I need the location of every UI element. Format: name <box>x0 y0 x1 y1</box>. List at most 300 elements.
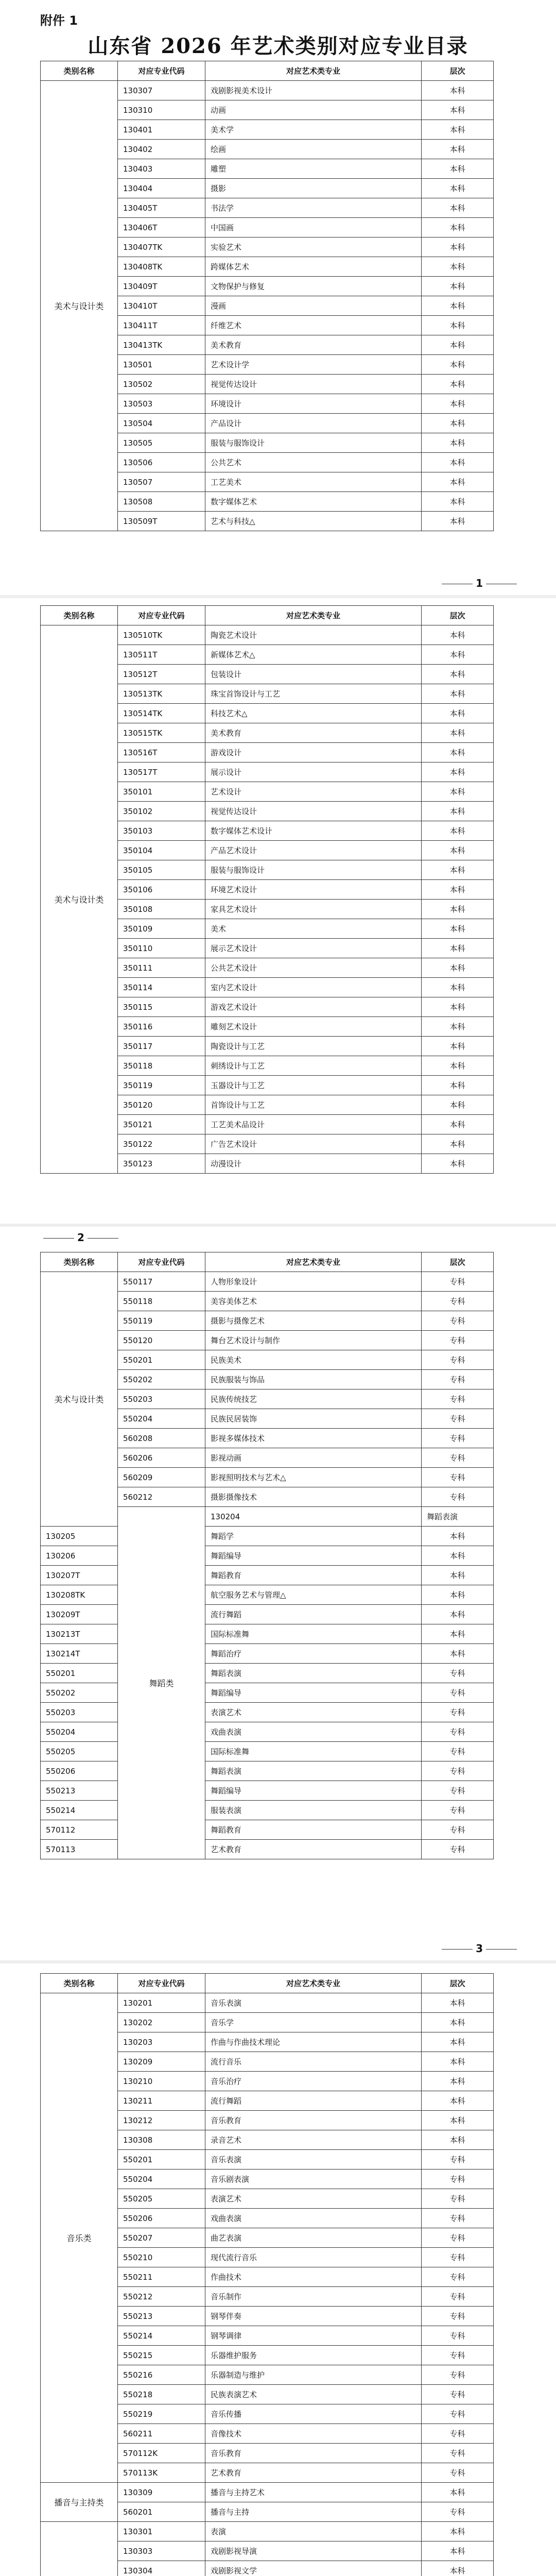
level-cell: 专科 <box>422 2502 494 2522</box>
level-cell: 本科 <box>422 433 494 453</box>
major-name-cell: 美术 <box>205 919 422 939</box>
major-name-cell: 戏剧影视导演 <box>205 2541 422 2561</box>
major-name-cell: 乐器维护服务 <box>205 2346 422 2365</box>
level-cell: 专科 <box>422 1370 494 1389</box>
level-cell: 本科 <box>422 1056 494 1076</box>
major-name-cell: 影视多媒体技术 <box>205 1429 422 1448</box>
major-code-cell: 550120 <box>118 1331 205 1350</box>
major-name-cell: 室内艺术设计 <box>205 978 422 997</box>
level-cell: 本科 <box>422 1037 494 1056</box>
level-cell: 专科 <box>422 1683 494 1703</box>
major-code-cell: 350114 <box>118 978 205 997</box>
level-cell: 本科 <box>422 1527 494 1546</box>
major-code-cell: 130508 <box>118 492 205 512</box>
major-code-cell: 350122 <box>118 1134 205 1154</box>
table-page-2 <box>40 1252 493 1859</box>
major-code-cell: 130413TK <box>118 335 205 355</box>
major-name-cell: 展示艺术设计 <box>205 939 422 958</box>
major-code-cell: 130209 <box>118 2052 205 2072</box>
major-code-cell: 130401 <box>118 120 205 140</box>
level-cell: 本科 <box>422 1605 494 1624</box>
major-name-cell: 现代流行音乐 <box>205 2248 422 2267</box>
level-cell: 本科 <box>422 81 494 100</box>
major-name-cell: 舞蹈表演 <box>205 1664 422 1683</box>
level-cell: 本科 <box>422 1095 494 1115</box>
level-cell: 本科 <box>422 860 494 880</box>
major-code-cell: 560208 <box>118 1429 205 1448</box>
level-cell: 本科 <box>422 743 494 762</box>
major-name-cell: 珠宝首饰设计与工艺 <box>205 684 422 704</box>
directory-table <box>40 605 494 1174</box>
category-cell: 美术与设计类 <box>41 1272 118 1527</box>
level-cell: 专科 <box>422 2267 494 2287</box>
table-row <box>41 1624 494 1644</box>
major-name-cell: 中国画 <box>205 218 422 238</box>
major-name-cell: 展示设计 <box>205 762 422 782</box>
level-cell: 本科 <box>422 978 494 997</box>
major-code-cell: 130504 <box>118 414 205 433</box>
major-name-cell: 音乐教育 <box>205 2111 422 2130</box>
column-header-category: 类别名称 <box>41 1252 118 1272</box>
level-cell: 本科 <box>422 120 494 140</box>
major-code-cell: 560211 <box>118 2424 205 2444</box>
major-name-cell: 录音艺术 <box>205 2130 422 2150</box>
major-name-cell: 钢琴伴奏 <box>205 2307 422 2326</box>
major-name-cell: 纤维艺术 <box>205 316 422 335</box>
major-code-cell: 350108 <box>118 900 205 919</box>
column-header-code: 对应专业代码 <box>118 1252 205 1272</box>
level-cell: 专科 <box>422 2189 494 2209</box>
level-cell: 本科 <box>422 159 494 179</box>
level-cell: 本科 <box>422 198 494 218</box>
major-name-cell: 民族表演艺术 <box>205 2385 422 2404</box>
level-cell: 本科 <box>422 2091 494 2111</box>
level-cell: 本科 <box>422 1993 494 2013</box>
major-name-cell: 舞蹈编导 <box>205 1546 422 1566</box>
major-name-cell: 陶瓷艺术设计 <box>205 625 422 645</box>
table-page-3 <box>40 1973 493 2576</box>
level-cell: 本科 <box>422 2130 494 2150</box>
major-code-cell: 550203 <box>41 1703 118 1722</box>
level-cell: 本科 <box>422 645 494 665</box>
level-cell: 本科 <box>422 1644 494 1664</box>
table-header-row <box>41 1974 494 1993</box>
major-code-cell: 130211 <box>118 2091 205 2111</box>
major-code-cell: 130513TK <box>118 684 205 704</box>
table-row <box>41 1761 494 1781</box>
major-name-cell: 科技艺术△ <box>205 704 422 723</box>
page-number: 3 <box>439 1942 520 1955</box>
major-code-cell: 130408TK <box>118 257 205 277</box>
major-code-cell: 130511T <box>118 645 205 665</box>
major-code-cell: 550201 <box>118 1350 205 1370</box>
level-cell: 专科 <box>422 1409 494 1429</box>
major-code-cell: 350116 <box>118 1017 205 1037</box>
major-code-cell: 130409T <box>118 277 205 296</box>
level-cell: 本科 <box>422 1546 494 1566</box>
level-cell: 专科 <box>422 1389 494 1409</box>
level-cell: 专科 <box>422 2307 494 2326</box>
column-header-level: 层次 <box>422 606 494 625</box>
major-code-cell: 350119 <box>118 1076 205 1095</box>
table-row <box>41 2483 494 2502</box>
table-page-1 <box>40 61 493 531</box>
level-cell: 本科 <box>422 492 494 512</box>
level-cell: 专科 <box>422 1487 494 1507</box>
level-cell: 专科 <box>422 2346 494 2365</box>
table-row <box>41 1801 494 1820</box>
major-code-cell: 350103 <box>118 821 205 841</box>
major-name-cell: 影视照明技术与艺术△ <box>205 1468 422 1487</box>
major-name-cell: 音像技术 <box>205 2424 422 2444</box>
level-cell: 专科 <box>422 1840 494 1859</box>
major-name-cell: 漫画 <box>205 296 422 316</box>
major-code-cell: 130309 <box>118 2483 205 2502</box>
major-code-cell: 130212 <box>118 2111 205 2130</box>
major-name-cell: 新媒体艺术△ <box>205 645 422 665</box>
major-code-cell: 550201 <box>41 1664 118 1683</box>
level-cell: 本科 <box>422 414 494 433</box>
major-code-cell: 550204 <box>41 1722 118 1742</box>
major-code-cell: 350105 <box>118 860 205 880</box>
directory-table <box>40 1252 494 1859</box>
category-cell: 播音与主持类 <box>41 2483 118 2522</box>
major-code-cell: 550206 <box>118 2209 205 2228</box>
major-code-cell: 570113K <box>118 2463 205 2483</box>
major-name-cell: 音乐制作 <box>205 2287 422 2307</box>
major-code-cell: 550207 <box>118 2228 205 2248</box>
level-cell: 本科 <box>422 1134 494 1154</box>
level-cell: 专科 <box>422 1722 494 1742</box>
level-cell: 本科 <box>422 257 494 277</box>
major-code-cell: 550213 <box>41 1781 118 1801</box>
major-name-cell: 书法学 <box>205 198 422 218</box>
level-cell: 专科 <box>422 1350 494 1370</box>
major-code-cell: 550119 <box>118 1311 205 1331</box>
major-name-cell: 航空服务艺术与管理△ <box>205 1585 422 1605</box>
major-code-cell: 350109 <box>118 919 205 939</box>
major-name-cell: 动画 <box>205 100 422 120</box>
major-code-cell: 550204 <box>118 2170 205 2189</box>
major-name-cell: 美术教育 <box>205 723 422 743</box>
major-name-cell: 舞蹈表演 <box>422 1507 494 1527</box>
level-cell: 本科 <box>422 665 494 684</box>
column-header-level: 层次 <box>422 1252 494 1272</box>
major-name-cell: 陶瓷设计与工艺 <box>205 1037 422 1056</box>
major-code-cell: 130516T <box>118 743 205 762</box>
table-row <box>41 1585 494 1605</box>
major-code-cell: 350104 <box>118 841 205 860</box>
level-cell: 本科 <box>422 335 494 355</box>
major-name-cell: 作曲与作曲技术理论 <box>205 2032 422 2052</box>
major-code-cell: 550205 <box>118 2189 205 2209</box>
level-cell: 本科 <box>422 1115 494 1134</box>
table-row <box>41 1683 494 1703</box>
level-cell: 本科 <box>422 997 494 1017</box>
major-code-cell: 130204 <box>205 1507 422 1527</box>
major-name-cell: 流行舞蹈 <box>205 1605 422 1624</box>
level-cell: 本科 <box>422 2522 494 2541</box>
major-name-cell: 雕塑 <box>205 159 422 179</box>
table-row <box>41 1527 494 1546</box>
major-name-cell: 艺术教育 <box>205 1840 422 1859</box>
major-code-cell: 130206 <box>41 1546 118 1566</box>
major-code-cell: 130214T <box>41 1644 118 1664</box>
major-name-cell: 游戏艺术设计 <box>205 997 422 1017</box>
major-name-cell: 表演 <box>205 2522 422 2541</box>
major-code-cell: 350115 <box>118 997 205 1017</box>
table-row <box>41 1820 494 1840</box>
level-cell: 专科 <box>422 2326 494 2346</box>
major-name-cell: 公共艺术设计 <box>205 958 422 978</box>
column-header-major: 对应艺术类专业 <box>205 61 422 81</box>
major-code-cell: 130207T <box>41 1566 118 1585</box>
major-name-cell: 戏剧影视美术设计 <box>205 81 422 100</box>
column-header-level: 层次 <box>422 61 494 81</box>
major-name-cell: 艺术设计 <box>205 782 422 802</box>
major-name-cell: 产品设计 <box>205 414 422 433</box>
table-header-row <box>41 606 494 625</box>
major-name-cell: 游戏设计 <box>205 743 422 762</box>
major-name-cell: 播音与主持艺术 <box>205 2483 422 2502</box>
level-cell: 本科 <box>422 218 494 238</box>
major-name-cell: 广告艺术设计 <box>205 1134 422 1154</box>
level-cell: 本科 <box>422 762 494 782</box>
column-header-category: 类别名称 <box>41 1974 118 1993</box>
major-code-cell: 130307 <box>118 81 205 100</box>
level-cell: 专科 <box>422 1820 494 1840</box>
major-code-cell: 130210 <box>118 2072 205 2091</box>
major-code-cell: 570113 <box>41 1840 118 1859</box>
major-name-cell: 作曲技术 <box>205 2267 422 2287</box>
level-cell: 本科 <box>422 1017 494 1037</box>
major-name-cell: 舞蹈编导 <box>205 1781 422 1801</box>
major-name-cell: 文物保护与修复 <box>205 277 422 296</box>
major-name-cell: 工艺美术品设计 <box>205 1115 422 1134</box>
major-name-cell: 音乐教育 <box>205 2444 422 2463</box>
major-name-cell: 音乐剧表演 <box>205 2170 422 2189</box>
major-code-cell: 130507 <box>118 472 205 492</box>
major-code-cell: 130501 <box>118 355 205 375</box>
column-header-major: 对应艺术类专业 <box>205 606 422 625</box>
major-code-cell: 560201 <box>118 2502 205 2522</box>
major-name-cell: 家具艺术设计 <box>205 900 422 919</box>
major-name-cell: 戏曲表演 <box>205 1722 422 1742</box>
major-name-cell: 国际标准舞 <box>205 1742 422 1761</box>
level-cell: 专科 <box>422 2150 494 2170</box>
major-code-cell: 350102 <box>118 802 205 821</box>
major-name-cell: 戏剧影视文学 <box>205 2561 422 2576</box>
major-code-cell: 130506 <box>118 453 205 472</box>
page-divider <box>0 1224 556 1227</box>
major-code-cell: 550214 <box>118 2326 205 2346</box>
level-cell: 本科 <box>422 782 494 802</box>
major-code-cell: 350110 <box>118 939 205 958</box>
major-name-cell: 摄影摄像技术 <box>205 1487 422 1507</box>
major-code-cell: 560209 <box>118 1468 205 1487</box>
table-header-row <box>41 1252 494 1272</box>
major-name-cell: 国际标准舞 <box>205 1624 422 1644</box>
level-cell: 本科 <box>422 355 494 375</box>
level-cell: 本科 <box>422 2013 494 2032</box>
major-code-cell: 130303 <box>118 2541 205 2561</box>
table-row <box>41 2522 494 2541</box>
table-row <box>41 1566 494 1585</box>
major-name-cell: 舞蹈教育 <box>205 1820 422 1840</box>
major-code-cell: 130201 <box>118 1993 205 2013</box>
major-code-cell: 130505 <box>118 433 205 453</box>
major-code-cell: 130203 <box>118 2032 205 2052</box>
level-cell: 专科 <box>422 2248 494 2267</box>
table-row <box>41 625 494 645</box>
table-row <box>41 81 494 100</box>
major-code-cell: 130509T <box>118 512 205 531</box>
level-cell: 本科 <box>422 277 494 296</box>
major-code-cell: 550210 <box>118 2248 205 2267</box>
level-cell: 专科 <box>422 1742 494 1761</box>
major-code-cell: 550212 <box>118 2287 205 2307</box>
column-header-major: 对应艺术类专业 <box>205 1974 422 1993</box>
level-cell: 本科 <box>422 2072 494 2091</box>
category-cell: 美术与设计类 <box>41 625 118 1174</box>
level-cell: 本科 <box>422 2111 494 2130</box>
column-header-code: 对应专业代码 <box>118 1974 205 1993</box>
major-name-cell: 数字媒体艺术设计 <box>205 821 422 841</box>
major-code-cell: 550205 <box>41 1742 118 1761</box>
table-page-1b <box>40 605 493 1174</box>
level-cell: 本科 <box>422 2541 494 2561</box>
level-cell: 专科 <box>422 1331 494 1350</box>
major-code-cell: 550211 <box>118 2267 205 2287</box>
level-cell: 本科 <box>422 723 494 743</box>
major-code-cell: 350117 <box>118 1037 205 1056</box>
major-code-cell: 550214 <box>41 1801 118 1820</box>
table-header-row <box>41 61 494 81</box>
major-name-cell: 服装表演 <box>205 1801 422 1820</box>
level-cell: 专科 <box>422 1761 494 1781</box>
level-cell: 专科 <box>422 2209 494 2228</box>
table-row <box>41 1664 494 1683</box>
major-name-cell: 影视动画 <box>205 1448 422 1468</box>
level-cell: 本科 <box>422 880 494 900</box>
major-code-cell: 550218 <box>118 2385 205 2404</box>
level-cell: 本科 <box>422 841 494 860</box>
level-cell: 本科 <box>422 1624 494 1644</box>
major-name-cell: 玉器设计与工艺 <box>205 1076 422 1095</box>
major-code-cell: 130405T <box>118 198 205 218</box>
level-cell: 专科 <box>422 2228 494 2248</box>
major-name-cell: 音乐学 <box>205 2013 422 2032</box>
level-cell: 本科 <box>422 2483 494 2502</box>
major-code-cell: 130404 <box>118 179 205 198</box>
page-divider <box>0 595 556 598</box>
level-cell: 专科 <box>422 1292 494 1311</box>
table-row <box>41 1993 494 2013</box>
major-name-cell: 公共艺术 <box>205 453 422 472</box>
major-name-cell: 实验艺术 <box>205 238 422 257</box>
level-cell: 本科 <box>422 238 494 257</box>
major-name-cell: 舞蹈编导 <box>205 1683 422 1703</box>
major-code-cell: 130406T <box>118 218 205 238</box>
major-name-cell: 视觉传达设计 <box>205 802 422 821</box>
level-cell: 本科 <box>422 1566 494 1585</box>
page-number: 1 <box>439 577 520 589</box>
level-cell: 专科 <box>422 1272 494 1292</box>
level-cell: 专科 <box>422 1801 494 1820</box>
major-code-cell: 130304 <box>118 2561 205 2576</box>
major-name-cell: 服装与服饰设计 <box>205 860 422 880</box>
major-name-cell: 环境设计 <box>205 394 422 414</box>
major-name-cell: 美容美体艺术 <box>205 1292 422 1311</box>
column-header-major: 对应艺术类专业 <box>205 1252 422 1272</box>
level-cell: 专科 <box>422 1703 494 1722</box>
major-name-cell: 人物形象设计 <box>205 1272 422 1292</box>
major-name-cell: 动漫设计 <box>205 1154 422 1174</box>
document-title: 山东省 2026 年艺术类别对应专业目录 <box>88 34 468 58</box>
major-name-cell: 摄影 <box>205 179 422 198</box>
level-cell: 专科 <box>422 1781 494 1801</box>
major-code-cell: 130213T <box>41 1624 118 1644</box>
major-name-cell: 舞蹈教育 <box>205 1566 422 1585</box>
major-code-cell: 350118 <box>118 1056 205 1076</box>
major-code-cell: 130514TK <box>118 704 205 723</box>
major-code-cell: 550215 <box>118 2346 205 2365</box>
major-name-cell: 产品艺术设计 <box>205 841 422 860</box>
major-code-cell: 350106 <box>118 880 205 900</box>
major-code-cell: 550202 <box>41 1683 118 1703</box>
major-code-cell: 130407TK <box>118 238 205 257</box>
major-code-cell: 130515TK <box>118 723 205 743</box>
table-row <box>41 1272 494 1292</box>
major-name-cell: 包装设计 <box>205 665 422 684</box>
attachment-label: 附件 1 <box>40 13 78 28</box>
major-name-cell: 民族美术 <box>205 1350 422 1370</box>
level-cell: 专科 <box>422 1664 494 1683</box>
major-code-cell: 130308 <box>118 2130 205 2150</box>
level-cell: 专科 <box>422 1448 494 1468</box>
major-code-cell: 550204 <box>118 1409 205 1429</box>
column-header-level: 层次 <box>422 1974 494 1993</box>
level-cell: 本科 <box>422 821 494 841</box>
level-cell: 专科 <box>422 1311 494 1331</box>
major-code-cell: 550201 <box>118 2150 205 2170</box>
level-cell: 专科 <box>422 1468 494 1487</box>
major-name-cell: 流行音乐 <box>205 2052 422 2072</box>
major-name-cell: 民族民居装饰 <box>205 1409 422 1429</box>
major-code-cell: 130310 <box>118 100 205 120</box>
column-header-category: 类别名称 <box>41 606 118 625</box>
major-code-cell: 560212 <box>118 1487 205 1507</box>
level-cell: 专科 <box>422 1429 494 1448</box>
major-name-cell: 数字媒体艺术 <box>205 492 422 512</box>
major-code-cell: 130205 <box>41 1527 118 1546</box>
major-code-cell: 350101 <box>118 782 205 802</box>
major-name-cell: 雕刻艺术设计 <box>205 1017 422 1037</box>
level-cell: 专科 <box>422 2170 494 2189</box>
major-code-cell: 350120 <box>118 1095 205 1115</box>
major-name-cell: 流行舞蹈 <box>205 2091 422 2111</box>
category-cell: 舞蹈类 <box>118 1507 205 1859</box>
major-name-cell: 戏曲表演 <box>205 2209 422 2228</box>
major-code-cell: 350121 <box>118 1115 205 1134</box>
directory-table <box>40 1973 494 2576</box>
major-name-cell: 音乐表演 <box>205 2150 422 2170</box>
major-name-cell: 民族传统技艺 <box>205 1389 422 1409</box>
major-code-cell: 130517T <box>118 762 205 782</box>
level-cell: 本科 <box>422 2032 494 2052</box>
major-code-cell: 130411T <box>118 316 205 335</box>
column-header-code: 对应专业代码 <box>118 61 205 81</box>
